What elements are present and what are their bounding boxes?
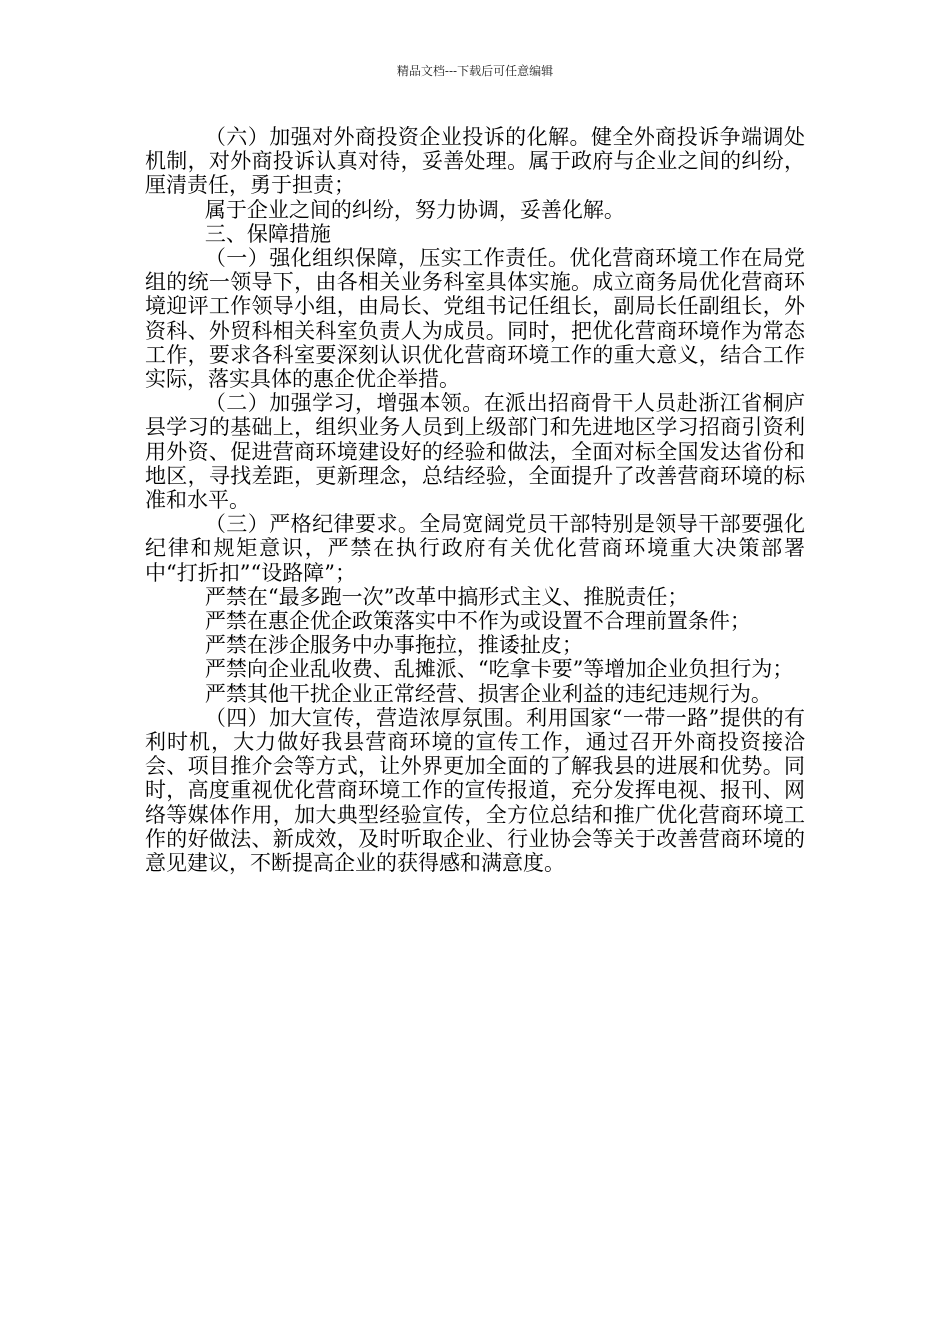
paragraph: （四）加大宣传，营造浓厚氛围。利用国家“一带一路”提供的有利时机，大力做好我县营商环境的宣传工作，通过召开外商投资接洽会、项目推介会等方式，让外界更加全面的了解我县的进展和优势。同时，高度重视优化营商环境工作的宣传报道，充分发挥电视、报刊、网络等媒体作用，加大典型经验宣传，全方位总结和推广优化营商环境工作的好做法、新成效，及时听取企业、行业协会等关于改善营商环境的意见建议，不断提高企业的获得感和满意度。	[145, 705, 805, 876]
paragraph: （六）加强对外商投资企业投诉的化解。健全外商投诉争端调处机制，对外商投诉认真对待，妥善处理。属于政府与企业之间的纠纷，厘清责任，勇于担责；	[145, 125, 805, 198]
paragraph: 严禁在涉企服务中办事拖拉，推诿扯皮；	[204, 633, 583, 658]
paragraph: （二）加强学习，增强本领。在派出招商骨干人员赴浙江省桐庐县学习的基础上，组织业务人员到上级部门和先进地区学习招商引资利用外资、促进营商环境建设好的经验和做法，全面对标全国发达省份和地区，寻找差距，更新理念，总结经验，全面提升了改善营商环境的标准和水平。	[145, 391, 805, 513]
page-header: 精品文档---下载后可任意编辑	[396, 64, 554, 78]
paragraph: （三）严格纪律要求。全局宽阔党员干部特别是领导干部要强化纪律和规矩意识，严禁在执行政府有关优化营商环境重大决策部署中“打折扣”“设路障”；	[145, 512, 805, 585]
paragraph: 严禁在“最多跑一次”改革中搞形式主义、推脱责任；	[204, 584, 689, 609]
paragraph: 严禁向企业乱收费、乱摊派、“吃拿卡要”等增加企业负担行为；	[204, 657, 794, 682]
section-heading: 三、保障措施	[204, 221, 331, 246]
paragraph: 严禁在惠企优企政策落实中不作为或设置不合理前置条件；	[204, 609, 751, 634]
paragraph: 属于企业之间的纠纷，努力协调，妥善化解。	[204, 197, 625, 222]
paragraph: （一）强化组织保障，压实工作责任。优化营商环境工作在局党组的统一领导下，由各相关业务科室具体实施。成立商务局优化营商环境迎评工作领导小组，由局长、党组书记任组长，副局长任副组长，外资科、外贸科相关科室负责人为成员。同时，把优化营商环境作为常态工作，要求各科室要深刻认识优化营商环境工作的重大意义，结合工作实际，落实具体的惠企优企举措。	[145, 246, 805, 392]
paragraph: 严禁其他干扰企业正常经营、损害企业利益的违纪违规行为。	[204, 681, 772, 706]
document-body	[145, 125, 805, 875]
